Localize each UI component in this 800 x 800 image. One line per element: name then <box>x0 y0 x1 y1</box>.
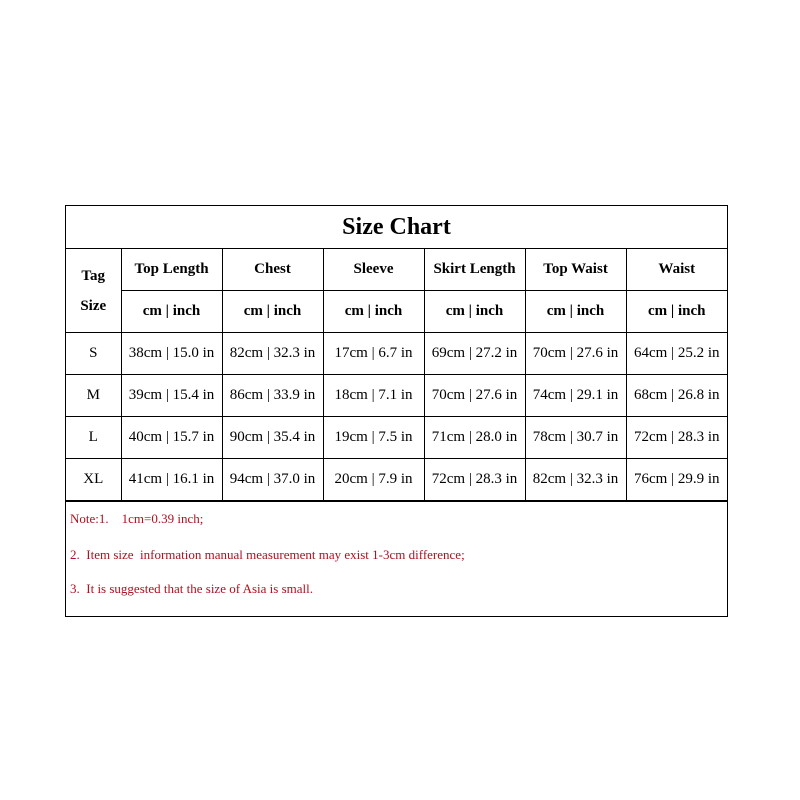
top-waist-cell: 78cm | 30.7 in <box>525 417 626 459</box>
waist-cell: 72cm | 28.3 in <box>626 417 727 459</box>
table-row <box>66 375 727 417</box>
chest-cell: 86cm | 33.9 in <box>222 375 323 417</box>
top-length-cell: 41cm | 16.1 in <box>121 459 222 501</box>
table-row <box>66 417 727 459</box>
chest-cell: 90cm | 35.4 in <box>222 417 323 459</box>
table-row <box>66 333 727 375</box>
size-cell: S <box>66 333 121 375</box>
column-header-top-waist: Top Waist <box>525 249 626 291</box>
note-line: 3. It is suggested that the size of Asia is small. <box>70 581 313 596</box>
top-waist-cell: 82cm | 32.3 in <box>525 459 626 501</box>
waist-cell: 64cm | 25.2 in <box>626 333 727 375</box>
column-header-top-length: Top Length <box>121 249 222 291</box>
size-table <box>66 249 727 501</box>
top-length-cell: 40cm | 15.7 in <box>121 417 222 459</box>
sleeve-cell: 17cm | 6.7 in <box>323 333 424 375</box>
unit-label: cm | inch <box>222 291 323 333</box>
sleeve-cell: 19cm | 7.5 in <box>323 417 424 459</box>
waist-cell: 68cm | 26.8 in <box>626 375 727 417</box>
table-row <box>66 459 727 501</box>
chest-cell: 94cm | 37.0 in <box>222 459 323 501</box>
chest-cell: 82cm | 32.3 in <box>222 333 323 375</box>
size-header-line: Size <box>80 297 107 314</box>
column-header-skirt-length: Skirt Length <box>424 249 525 291</box>
top-waist-cell: 70cm | 27.6 in <box>525 333 626 375</box>
note-line: 2. Item size information manual measurement may exist 1-3cm difference; <box>70 547 465 562</box>
header-row <box>66 249 727 291</box>
size-cell: XL <box>66 459 121 501</box>
top-length-cell: 39cm | 15.4 in <box>121 375 222 417</box>
top-waist-cell: 74cm | 29.1 in <box>525 375 626 417</box>
chart-title: Size Chart <box>66 206 727 249</box>
column-header-sleeve: Sleeve <box>323 249 424 291</box>
note-line: Note:1. 1cm=0.39 inch; <box>70 511 204 526</box>
unit-row <box>66 291 727 333</box>
size-chart <box>65 205 728 617</box>
skirt-length-cell: 72cm | 28.3 in <box>424 459 525 501</box>
unit-label: cm | inch <box>424 291 525 333</box>
unit-label: cm | inch <box>323 291 424 333</box>
unit-label: cm | inch <box>626 291 727 333</box>
size-cell: M <box>66 375 121 417</box>
notes-section <box>66 501 727 616</box>
skirt-length-cell: 70cm | 27.6 in <box>424 375 525 417</box>
tag-header-line: Tag <box>81 267 106 284</box>
sleeve-cell: 20cm | 7.9 in <box>323 459 424 501</box>
column-header-chest: Chest <box>222 249 323 291</box>
unit-label: cm | inch <box>525 291 626 333</box>
sleeve-cell: 18cm | 7.1 in <box>323 375 424 417</box>
size-cell: L <box>66 417 121 459</box>
tag-size-header <box>66 249 121 333</box>
unit-label: cm | inch <box>121 291 222 333</box>
column-header-waist: Waist <box>626 249 727 291</box>
skirt-length-cell: 71cm | 28.0 in <box>424 417 525 459</box>
top-length-cell: 38cm | 15.0 in <box>121 333 222 375</box>
skirt-length-cell: 69cm | 27.2 in <box>424 333 525 375</box>
waist-cell: 76cm | 29.9 in <box>626 459 727 501</box>
